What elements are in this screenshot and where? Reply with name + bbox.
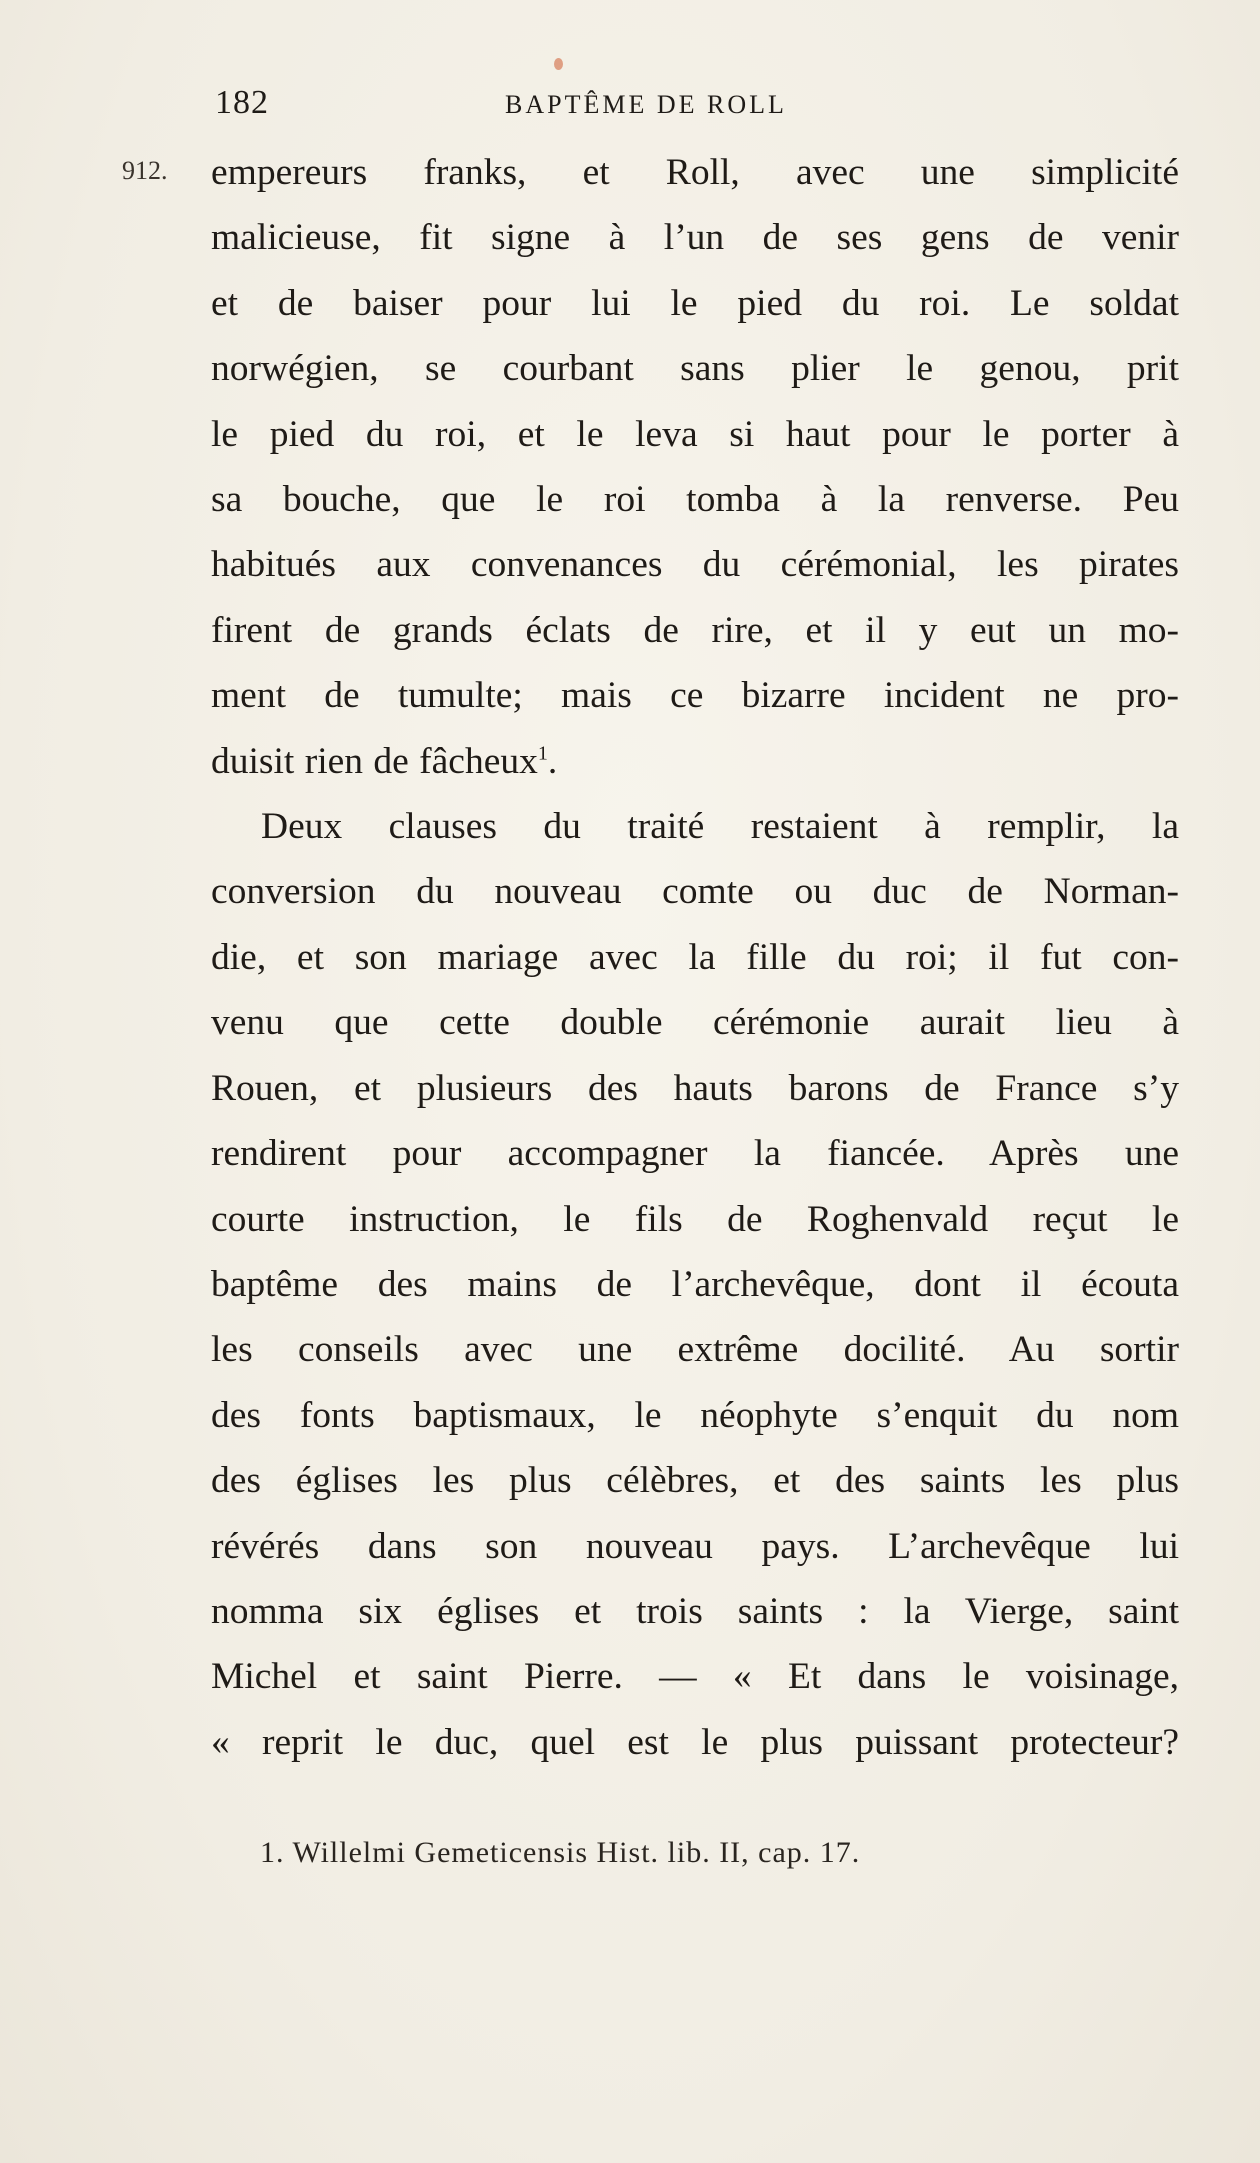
text-line: révérés dans son nouveau pays. L’archevêque lui — [211, 1525, 1179, 1567]
text-line: duisit rien de fâcheux — [211, 740, 538, 782]
running-title: BAPTÊME DE ROLL — [505, 90, 787, 119]
page-number: 182 — [215, 84, 269, 121]
text-line: habitués aux convenances du cérémonial, les pirates — [211, 544, 1179, 586]
text-line: norwégien, se courbant sans plier le genou, prit — [211, 348, 1179, 390]
text-line: « reprit le duc, quel est le plus puissant protecteur? — [211, 1721, 1179, 1763]
running-head — [215, 84, 1015, 124]
margin-year-note: 912. — [122, 156, 168, 185]
text-line: venu que cette double cérémonie aurait lieu à — [211, 1002, 1179, 1044]
footnote-reference: 1 — [537, 742, 548, 765]
text-line: ment de tumulte; mais ce bizarre incident ne pro- — [211, 675, 1179, 717]
text-line: Rouen, et plusieurs des hauts barons de France s’y — [211, 1067, 1179, 1109]
text-line: le pied du roi, et le leva si haut pour le porter à — [211, 413, 1179, 455]
text-line: conversion du nouveau comte ou duc de Norman- — [211, 871, 1179, 913]
text-line: courte instruction, le fils de Roghenvald reçut le — [211, 1198, 1179, 1240]
footnote-reference-period: . — [547, 740, 558, 782]
footnote: 1. Willelmi Gemeticensis Hist. lib. II, cap. 17. — [260, 1836, 861, 1869]
text-line: Michel et saint Pierre. — « Et dans le voisinage, — [211, 1656, 1179, 1698]
text-line: des fonts baptismaux, le néophyte s’enquit du nom — [211, 1394, 1179, 1436]
text-line: sa bouche, que le roi tomba à la renverse. Peu — [211, 479, 1179, 521]
text-line: die, et son mariage avec la fille du roi; il fut con- — [211, 936, 1179, 978]
text-line: baptême des mains de l’archevêque, dont il écouta — [211, 1263, 1179, 1305]
text-line: empereurs franks, et Roll, avec une simplicité — [211, 152, 1179, 193]
ink-spot-mark — [554, 58, 563, 70]
text-line: nomma six églises et trois saints : la Vierge, saint — [211, 1590, 1179, 1632]
text-line: et de baiser pour lui le pied du roi. Le soldat — [211, 282, 1179, 324]
text-line: rendirent pour accompagner la fiancée. Après une — [211, 1133, 1179, 1175]
text-line: les conseils avec une extrême docilité. Au sortir — [211, 1329, 1179, 1371]
text-line: Deux clauses du traité restaient à remplir, la — [261, 806, 1179, 848]
text-line: malicieuse, fit signe à l’un de ses gens de venir — [211, 217, 1179, 259]
paragraph-end-line — [211, 729, 1179, 794]
text-line: des églises les plus célèbres, et des saints les plus — [211, 1460, 1179, 1502]
text-line: firent de grands éclats de rire, et il y eut un mo- — [211, 609, 1179, 651]
body-text — [211, 140, 1179, 1775]
